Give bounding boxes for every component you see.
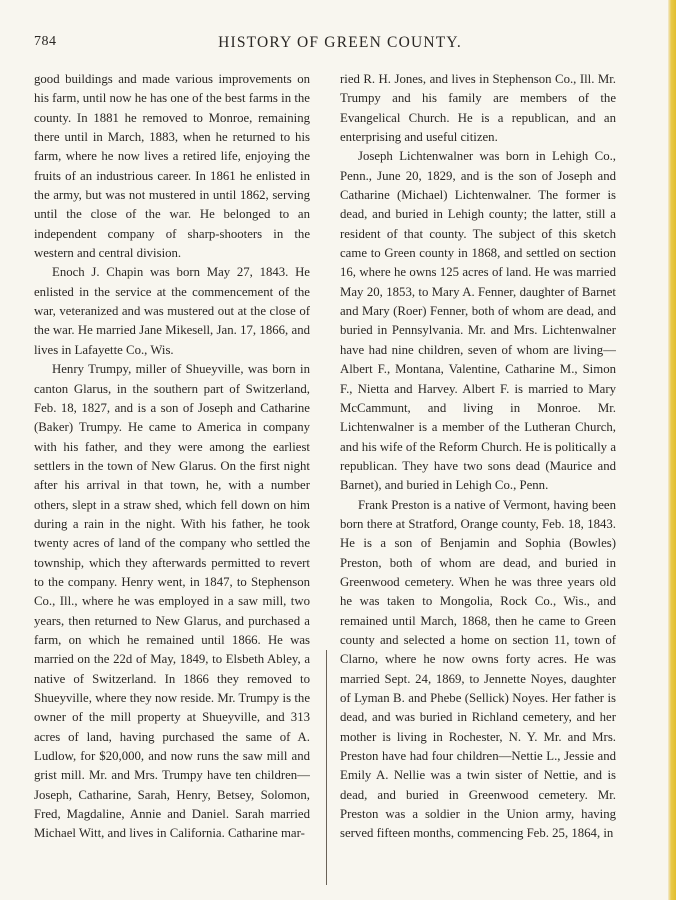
- column-divider: [326, 650, 327, 885]
- running-title: HISTORY OF GREEN COUNTY.: [218, 34, 462, 51]
- paragraph: Henry Trumpy, miller of Shueyville, was born in canton Glarus, in the southern part of Switzerland, Feb. 18, 1827, and is a son of Joseph and Catharine (Baker) Trumpy. He came to America in company with his father, and they were among the earliest settlers in the town of New Glarus. On the first night after his arrival in that town, he, with a number others, slept in a straw shed, which fell down on him during a rain in the night. With his father, he took twenty acres of land of the company who settled the township, which they afterwards permitted to revert to the company. Henry went, in 1847, to Stephenson Co., Ill., where he was employed in a saw mill, two years, then returned to New Glarus, and purchased a farm, on which he remained until 1866. He was married on the 22d of May, 1849, to Elsbeth Abley, a native of Switzerland. In 1866 they removed to Shueyville, where they now reside. Mr. Trumpy is the owner of the mill property at Shueyville, and 313 acres of land, having purchased the same of A. Ludlow, for $20,000, and now runs the saw mill and grist mill. Mr. and Mrs. Trumpy have ten children—Joseph, Catharine, Sarah, Henry, Betsey, Solomon, Fred, Magdaline, Annie and Daniel. Sarah married Michael Witt, and lives in California. Catharine mar-: [34, 362, 310, 841]
- right-column: [340, 70, 616, 885]
- page-edge: [668, 0, 676, 900]
- left-column: [34, 70, 310, 885]
- paragraph: Joseph Lichtenwalner was born in Lehigh Co., Penn., June 20, 1829, and is the son of Joseph and Catharine (Michael) Lichtenwalner. The former is dead, and buried in Lehigh county; the latter, still a resident of that county. The subject of this sketch came to Green county in 1868, and settled on section 16, where he owns 125 acres of land. He was married May 20, 1853, to Mary A. Fenner, daughter of Barnet and Mary (Roer) Fenner, both of whom are dead, and buried in Pennsylvania. Mr. and Mrs. Lichtenwalner have had nine children, seven of whom are living—Albert F., Montana, Valentine, Catharine M., Simon F., Nietta and Harvey. Albert F. is married to Mary McCammunt, and living in Monroe. Mr. Lichtenwalner is a member of the Lutheran Church, and his wife of the Reform Church. He is politically a republican. They have two sons dead (Maurice and Barnet), and buried in Lehigh Co., Penn.: [340, 149, 616, 493]
- page-number: 784: [34, 34, 57, 49]
- paragraph: Enoch J. Chapin was born May 27, 1843. He enlisted in the service at the commencement of the war, veteranized and was mustered out at the close of the war. He married Jane Mikesell, Jan. 17, 1866, and lives in Lafayette Co., Wis.: [34, 265, 310, 357]
- paragraph: Frank Preston is a native of Vermont, having been born there at Stratford, Orange county, Feb. 18, 1843. He is a son of Benjamin and Sophia (Bowles) Preston, both of whom are dead, and buried in Greenwood cemetery. When he was three years old he was taken to Mongolia, Rock Co., Wis., and remained until March, 1868, then he came to Green county and selected a home on section 11, town of Clarno, where he now owns forty acres. He was married Sept. 24, 1869, to Jennette Noyes, daughter of Lyman B. and Phebe (Sellick) Noyes. Her father is dead, and was buried in Richland cemetery, and her mother is living in Rochester, N. Y. Mr. and Mrs. Preston have had four children—Nettie L., Jessie and Emily A. Nellie was a twin sister of Nettie, and is dead, and buried in Greenwood cemetery. Mr. Preston was a soldier in the Union army, having served fifteen months, commencing Feb. 25, 1864, in: [340, 497, 616, 841]
- paragraph: good buildings and made various improvements on his farm, until now he has one of the best farms in the county. In 1881 he removed to Monroe, remaining there until in March, 1883, when he returned to his farm, where he now lives a retired life, enjoying the fruits of an industrious career. In 1861 he enlisted in the army, but was not mustered in until 1862, serving until the close of the war. He belonged to an independent company of sharp-shooters in the western and central division.: [34, 72, 310, 261]
- paragraph: ried R. H. Jones, and lives in Stephenson Co., Ill. Mr. Trumpy and his family are members of the Evangelical Church. He is a republican, and an enterprising and useful citizen.: [340, 72, 616, 145]
- page-header: [34, 34, 646, 54]
